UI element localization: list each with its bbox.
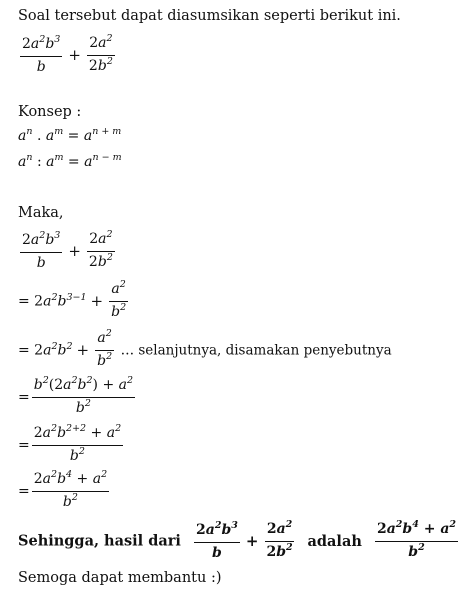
intro-text: Soal tersebut dapat diasumsikan seperti berikut ini. <box>18 8 401 24</box>
conclusion-prefix: Sehingga, hasil dari <box>18 532 181 550</box>
maka-label: Maka, <box>18 205 64 221</box>
concept-rule-divide: $a^n$ : $a^m = a^{n - m}$ <box>18 152 122 170</box>
step-3-expression: = $2a^2b^2$ + $\frac{a^2}{b^2}$ … selanjutnya, disamakan penyebutnya <box>18 328 392 369</box>
step-1-expression: $\frac{2a^2b^3}{b}$ + $\frac{2a^2}{2b^2}$ <box>22 229 113 271</box>
concept-rule-multiply: $a^n$ . $a^m = a^{n + m}$ <box>18 126 122 144</box>
step-6-expression: = $\frac{2a^2b^4 + a^2}{b^2}$ <box>18 469 108 510</box>
step-4-expression: = $\frac{b^2(2a^2b^2) + a^2}{b^2}$ <box>18 375 134 416</box>
conclusion-line: Sehingga, hasil dari $\frac{2a^2b^3}{b}$ + $\frac{2a^2}{2b^2}$ adalah $\frac{2a^2b^4 + a^2}{b^2}$ <box>18 519 457 561</box>
conclusion-middle: adalah <box>307 532 362 550</box>
step-5-expression: = $\frac{2a^2b^{2+2} + a^2}{b^2}$ <box>18 423 122 464</box>
konsep-label: Konsep : <box>18 104 82 120</box>
problem-expression: $\frac{2a^2b^3}{b}$ + $\frac{2a^2}{2b^2}$ <box>22 33 113 75</box>
step-3-note: … selanjutnya, disamakan penyebutnya <box>120 342 392 359</box>
step-2-expression: = $2a^2b^{3-1}$ + $\frac{a^2}{b^2}$ <box>18 279 127 320</box>
closing-text: Semoga dapat membantu :) <box>18 570 222 586</box>
